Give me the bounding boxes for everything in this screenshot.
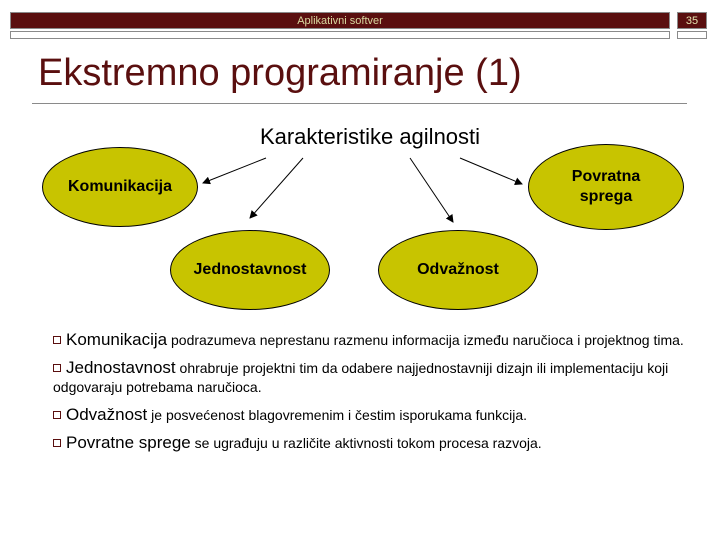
- arrow-to-odvaznost: [410, 158, 453, 222]
- node-povratna-sprega-label: [572, 167, 640, 207]
- node-povratna-line2: sprega: [579, 188, 633, 205]
- bullet-text: ohrabruje projektni tim da odabere najjednostavniji dizajn ili implementaciju koji odgovaraju potrebama naručioca.: [53, 360, 669, 395]
- bullet-term: Povratne sprege: [66, 433, 191, 452]
- bullet-item: [53, 405, 693, 425]
- bullet-text: podrazumeva neprestanu razmenu informacija između naručioca i projektnog tima.: [167, 332, 684, 348]
- square-bullet-icon: [53, 411, 61, 419]
- node-odvaznost: [378, 230, 538, 310]
- node-povratna-line1: Povratna: [571, 168, 641, 185]
- diagram-heading: Karakteristike agilnosti: [259, 124, 481, 149]
- bullet-term: Komunikacija: [66, 330, 168, 349]
- page-number: 35: [677, 12, 707, 29]
- node-odvaznost-label: Odvažnost: [417, 261, 499, 278]
- node-jednostavnost-label: Jednostavnost: [193, 261, 307, 278]
- bullet-term: Odvažnost: [66, 405, 148, 424]
- bullet-text: se ugrađuju u različite aktivnosti tokom procesa razvoja.: [190, 435, 542, 451]
- bullet-text: je posvećenost blagovremenim i čestim isporukama funkcija.: [147, 407, 527, 423]
- arrow-to-komunikacija: [203, 158, 266, 183]
- bullet-item: [53, 433, 693, 453]
- node-jednostavnost: [170, 230, 330, 310]
- square-bullet-icon: [53, 364, 61, 372]
- header-title: Aplikativni softver: [297, 14, 383, 27]
- arrow-to-povratna-sprega: [460, 158, 522, 184]
- node-komunikacija-label: Komunikacija: [67, 178, 173, 195]
- arrow-to-jednostavnost: [250, 158, 303, 218]
- node-komunikacija: [42, 147, 198, 227]
- square-bullet-icon: [53, 336, 61, 344]
- bullet-item: [53, 330, 693, 350]
- bullet-list: [53, 330, 693, 461]
- bullet-term: Jednostavnost: [66, 358, 176, 377]
- slide-title: Ekstremno programiranje (1): [38, 52, 522, 94]
- bullet-item: [53, 358, 693, 397]
- node-povratna-sprega: [528, 144, 684, 230]
- square-bullet-icon: [53, 439, 61, 447]
